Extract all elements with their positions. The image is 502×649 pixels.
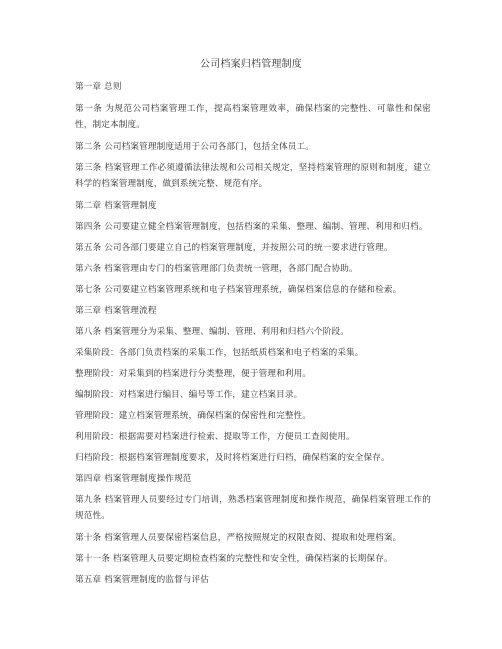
stage-paragraph: 归档阶段：根据档案管理制度要求，及时将档案进行归档，确保档案的安全保存。 [75, 453, 390, 463]
chapter-heading: 第二章 档案管理制度 [75, 201, 157, 211]
stage-paragraph: 管理阶段：建立档案管理系统，确保档案的保密性和完整性。 [75, 411, 312, 421]
stage-paragraph: 采集阶段：各部门负责档案的采集工作，包括纸质档案和电子档案的采集。 [75, 348, 364, 358]
chapter-heading: 第一章 总则 [75, 82, 122, 92]
article-paragraph: 第六条 档案管理由专门的档案管理部门负责统一管理，各部门配合协助。 [75, 264, 358, 274]
chapter-heading: 第三章 档案管理流程 [75, 306, 157, 316]
article-paragraph: 第一条 为规范公司档案管理工作，提高档案管理效率，确保档案的完整性、可靠性和保密性，制定本制度。 [75, 104, 431, 130]
document-title: 公司档案归档管理制度 [200, 59, 302, 70]
chapter-heading: 第四章 档案管理制度操作规范 [75, 474, 192, 484]
article-paragraph: 第八条 档案管理分为采集、整理、编制、管理、利用和归档六个阶段。 [75, 327, 349, 337]
article-paragraph: 第九条 档案管理人员要经过专门培训，熟悉档案管理制度和操作规范，确保档案管理工作的规范性。 [75, 495, 431, 521]
article-paragraph: 第五条 公司各部门要建立自己的档案管理制度，并按照公司的统一要求进行管理。 [75, 243, 393, 253]
article-paragraph: 第三条 档案管理工作必须遵循法律法规和公司相关规定，坚持档案管理的原则和制度，建立科学的档案管理制度，做到系统完整、规范有序。 [75, 163, 431, 189]
stage-paragraph: 整理阶段：对采集到的档案进行分类整理，便于管理和利用。 [75, 369, 312, 379]
stage-paragraph: 编制阶段：对档案进行编目、编号等工作，建立档案目录。 [75, 390, 303, 400]
article-paragraph: 第十一条 档案管理人员要定期检查档案的完整性和安全性，确保档案的长期保存。 [75, 554, 393, 564]
article-paragraph: 第二条 公司档案管理制度适用于公司各部门，包括全体员工。 [75, 142, 314, 152]
article-paragraph: 第七条 公司要建立档案管理系统和电子档案管理系统，确保档案信息的存储和检索。 [75, 285, 402, 295]
article-paragraph: 第十条 档案管理人员要保密档案信息，严格按照规定的权限查阅、提取和处理档案。 [75, 533, 402, 543]
stage-paragraph: 利用阶段：根据需要对档案进行检索、提取等工作，方便员工查阅使用。 [75, 432, 355, 442]
chapter-heading: 第五章 档案管理制度的监督与评估 [75, 575, 210, 585]
article-paragraph: 第四条 公司要建立健全档案管理制度，包括档案的采集、整理、编制、管理、利用和归档。 [75, 222, 428, 232]
